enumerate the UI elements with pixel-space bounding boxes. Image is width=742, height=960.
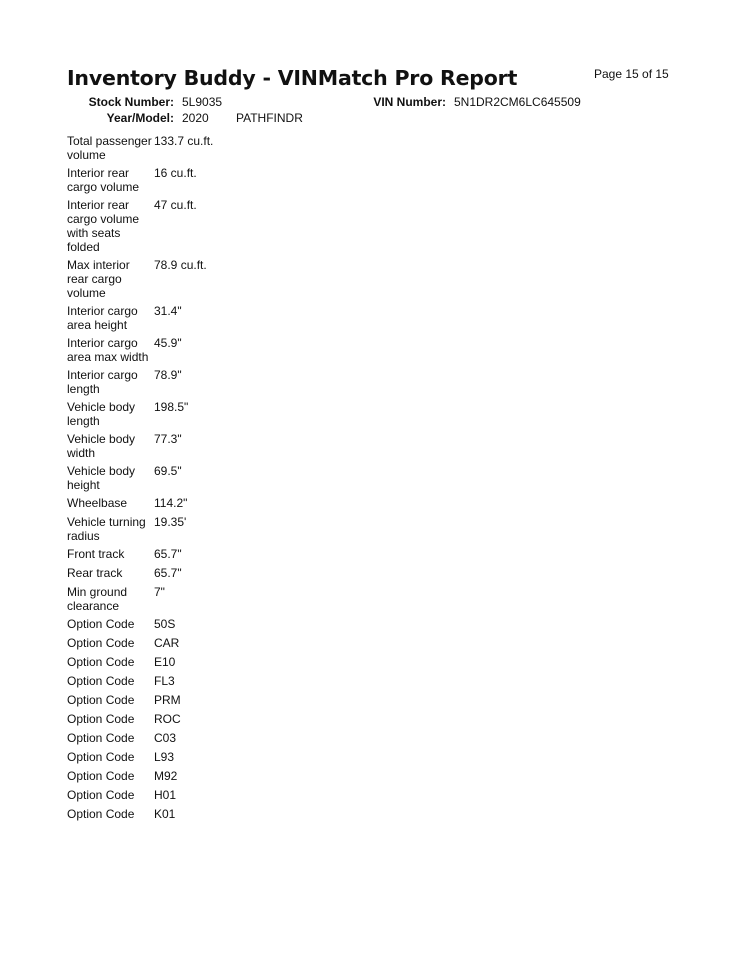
report-title: Inventory Buddy - VINMatch Pro Report [67,66,518,90]
spec-label: Min ground clearance [67,585,128,613]
spec-label: Interior cargo area height [67,304,138,332]
model-value: PATHFINDR [236,111,303,125]
spec-value: L93 [154,750,175,764]
spec-row [67,304,247,332]
spec-row [67,258,247,300]
spec-label: Rear track [67,566,123,580]
spec-value: 69.5" [154,464,182,478]
spec-value: 77.3" [154,432,182,446]
stock-number-label: Stock Number: [88,95,174,109]
spec-value: ROC [154,712,181,726]
spec-label: Front track [67,547,125,561]
spec-label: Vehicle body height [67,464,136,492]
spec-value: 31.4" [154,304,182,318]
spec-label: Wheelbase [67,496,128,510]
spec-label: Vehicle body length [67,400,136,428]
page-number: Page 15 of 15 [594,67,669,81]
spec-value: 19.35' [154,515,187,529]
spec-value: E10 [154,655,176,669]
spec-label: Option Code [67,807,135,821]
spec-value: 16 cu.ft. [154,166,197,180]
spec-row [67,731,247,745]
spec-row [67,547,247,561]
spec-label: Total passenger volume [67,134,152,162]
spec-label: Option Code [67,712,135,726]
year-value: 2020 [182,111,209,125]
spec-row [67,750,247,764]
spec-row [67,769,247,783]
spec-value: C03 [154,731,177,745]
spec-label: Vehicle body width [67,432,136,460]
spec-value: 7" [154,585,165,599]
spec-value: CAR [154,636,180,650]
vin-number-value: 5N1DR2CM6LC645509 [454,95,581,109]
spec-row [67,655,247,669]
spec-value: 198.5" [154,400,189,414]
spec-label: Interior cargo length [67,368,138,396]
spec-value: 78.9 cu.ft. [154,258,207,272]
spec-label: Option Code [67,655,135,669]
spec-label: Option Code [67,636,135,650]
spec-row [67,198,247,254]
spec-row [67,788,247,802]
spec-value: K01 [154,807,176,821]
spec-label: Option Code [67,674,135,688]
spec-row [67,464,247,492]
spec-row [67,336,247,364]
spec-row [67,400,247,428]
spec-label: Option Code [67,731,135,745]
spec-label: Interior rear cargo volume with seats folded [67,198,140,254]
spec-value: H01 [154,788,177,802]
spec-label: Interior cargo area max width [67,336,149,364]
spec-row [67,496,247,510]
spec-row [67,585,247,613]
spec-row [67,566,247,580]
spec-row [67,674,247,688]
spec-label: Vehicle turning radius [67,515,146,543]
spec-row [67,134,247,162]
spec-row [67,432,247,460]
spec-value: FL3 [154,674,175,688]
spec-label: Option Code [67,750,135,764]
spec-value: 78.9" [154,368,182,382]
spec-row [67,515,247,543]
spec-value: 114.2" [154,496,188,510]
spec-label: Max interior rear cargo volume [67,258,130,300]
spec-value: 45.9" [154,336,182,350]
spec-value: M92 [154,769,178,783]
spec-value: 133.7 cu.ft. [154,134,214,148]
spec-value: 47 cu.ft. [154,198,197,212]
vin-number-label: VIN Number: [373,95,446,109]
spec-label: Option Code [67,617,135,631]
spec-row [67,617,247,631]
spec-row [67,368,247,396]
spec-row [67,712,247,726]
stock-number-value: 5L9035 [182,95,223,109]
spec-value: 65.7" [154,566,182,580]
spec-row [67,693,247,707]
spec-label: Option Code [67,693,135,707]
spec-value: PRM [154,693,181,707]
year-model-label: Year/Model: [106,111,174,125]
spec-label: Option Code [67,788,135,802]
spec-value: 50S [154,617,176,631]
spec-row [67,166,247,194]
spec-row [67,636,247,650]
spec-value: 65.7" [154,547,182,561]
spec-row [67,807,247,821]
spec-label: Option Code [67,769,135,783]
spec-table [67,134,247,826]
spec-label: Interior rear cargo volume [67,166,140,194]
